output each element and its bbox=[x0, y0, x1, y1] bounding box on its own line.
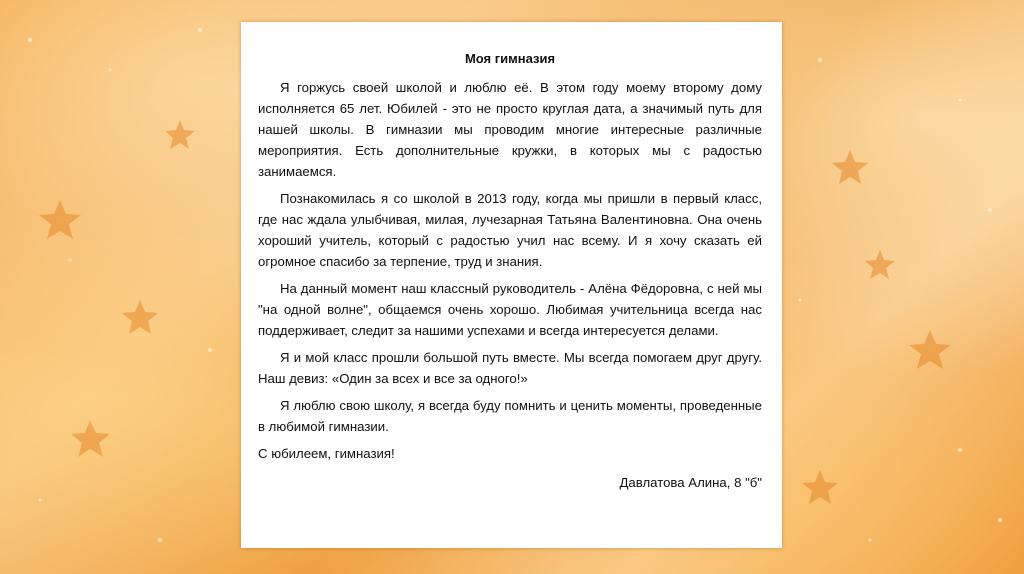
letter-title: Моя гимназия bbox=[464, 51, 556, 66]
letter-paragraph: Я и мой класс прошли большой путь вместе. Мы всегда помогаем друг другу. Наш девиз: «Один за всех и все за одного!» bbox=[258, 350, 762, 386]
letter-paragraph: Я горжусь своей школой и люблю её. В этом году моему второму дому исполняется 65 лет. Юбилей - это не просто круглая дата, а значимый путь для нашей школы. В гимназии мы проводим многие интересные различные мероприятия. Есть дополнительные кружки, в которых мы с радостью занимаемся. bbox=[258, 80, 762, 179]
star-decoration-icon bbox=[39, 200, 81, 239]
star-decoration-icon bbox=[802, 470, 838, 504]
star-decoration-icon bbox=[909, 330, 951, 369]
letter-greeting: С юбилеем, гимназия! bbox=[258, 446, 395, 461]
star-decoration-icon bbox=[122, 300, 158, 334]
letter-signature: Давлатова Алина, 8 "б" bbox=[619, 475, 762, 490]
star-decoration-icon bbox=[165, 120, 195, 149]
star-decoration-icon bbox=[832, 150, 868, 184]
letter-page bbox=[241, 22, 782, 548]
star-decoration-icon bbox=[71, 420, 110, 457]
star-decoration-icon bbox=[865, 250, 895, 279]
letter-paragraph: На данный момент наш классный руководитель - Алёна Фёдоровна, с ней мы "на одной волне", общаемся очень хорошо. Любимая учительница всегда нас поддерживает, следит за нашими успехами и всегда интересуется делами. bbox=[258, 281, 762, 338]
letter-paragraph: Познакомилась я со школой в 2013 году, когда мы пришли в первый класс, где нас ждала улыбчивая, милая, лучезарная Татьяна Валентиновна. Она очень хороший учитель, который с радостью учил нас всему. И я хочу сказать ей огромное спасибо за терпение, труд и знания. bbox=[258, 191, 762, 269]
letter-paragraph: Я люблю свою школу, я всегда буду помнить и ценить моменты, проведенные в любимой гимназии. bbox=[258, 398, 762, 434]
